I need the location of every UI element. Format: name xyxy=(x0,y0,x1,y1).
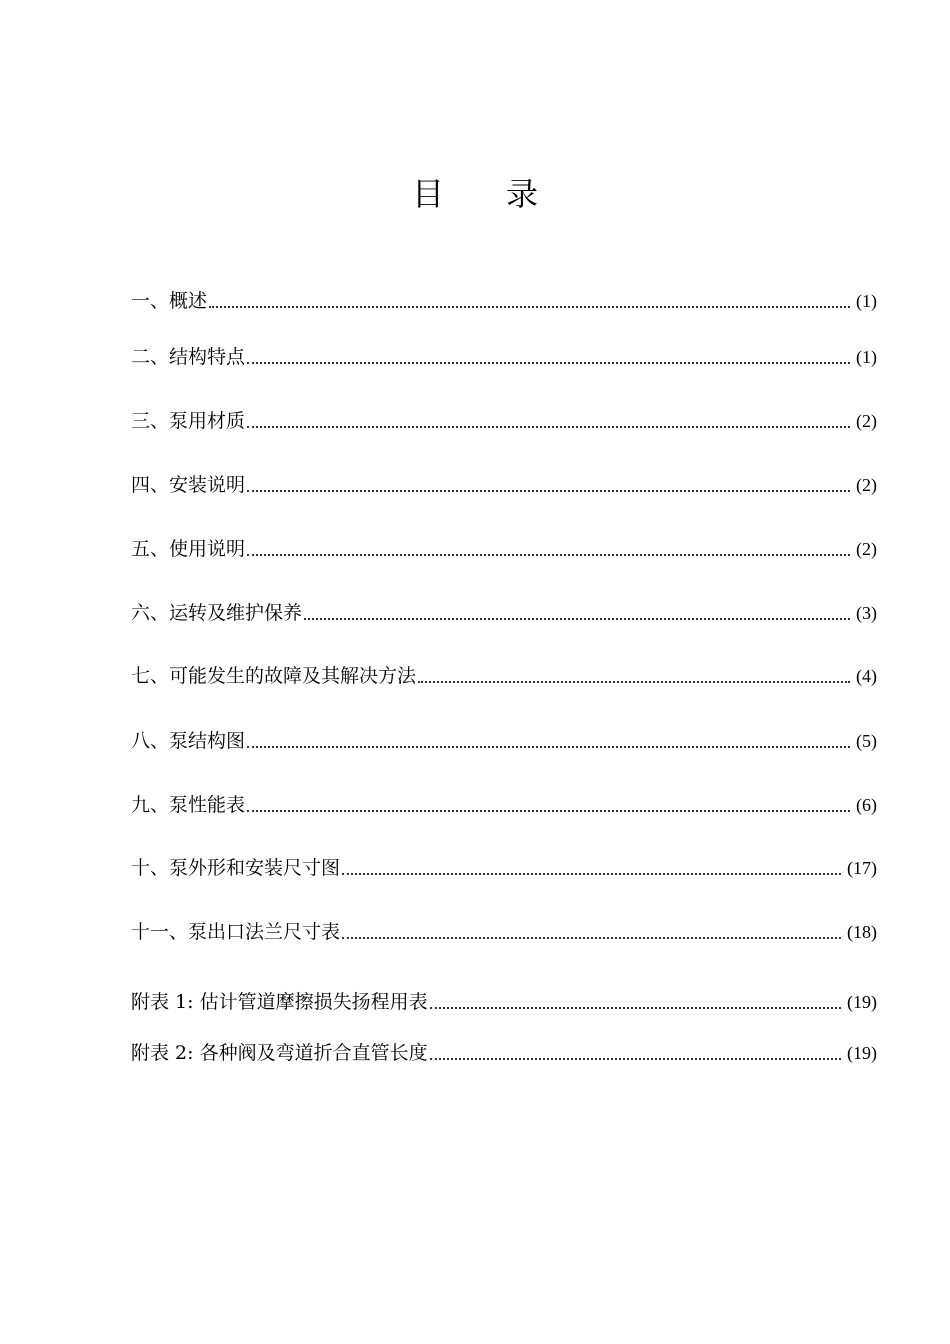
toc-entry-page: (1) xyxy=(856,347,877,367)
toc-entry-label: 七、可能发生的故障及其解决方法 xyxy=(131,665,417,687)
toc-entry-page: (17) xyxy=(847,858,877,878)
toc-entry[interactable] xyxy=(131,787,877,817)
toc-entry[interactable] xyxy=(131,850,877,880)
toc-entry[interactable] xyxy=(131,595,877,625)
toc-entry-page: (2) xyxy=(856,411,877,431)
dot-leader xyxy=(430,1006,841,1009)
toc-entry-label: 十一、泵出口法兰尺寸表 xyxy=(131,921,341,943)
toc-entry-page: (4) xyxy=(856,666,877,686)
toc-entry[interactable] xyxy=(131,531,877,561)
toc-entry[interactable] xyxy=(131,467,877,497)
toc-entry-label: 十、泵外形和安装尺寸图 xyxy=(131,857,341,879)
dot-leader xyxy=(247,489,850,492)
toc-entry-page: (1) xyxy=(856,291,877,311)
toc-entry-label: 附表 2: 各种阀及弯道折合直管长度 xyxy=(131,1042,428,1064)
dot-leader xyxy=(247,553,850,556)
toc-entry-page: (5) xyxy=(856,731,877,751)
toc-entry-label: 六、运转及维护保养 xyxy=(131,602,303,624)
toc-entry-label: 五、使用说明 xyxy=(131,538,246,560)
toc-entry-label: 附表 1: 估计管道摩擦损失扬程用表 xyxy=(131,991,428,1013)
page-title xyxy=(0,172,950,216)
title-char-1: 目 xyxy=(411,175,444,213)
toc-entry[interactable] xyxy=(131,658,877,688)
dot-leader xyxy=(342,872,841,875)
dot-leader xyxy=(247,425,850,428)
dot-leader xyxy=(209,305,850,308)
toc-entry-page: (19) xyxy=(847,1043,877,1063)
toc-entry-page: (18) xyxy=(847,922,877,942)
toc-entry[interactable] xyxy=(131,403,877,433)
toc-entry[interactable] xyxy=(131,914,877,944)
toc-entry-label: 九、泵性能表 xyxy=(131,794,246,816)
toc-entry[interactable] xyxy=(131,984,877,1014)
toc-entry-page: (2) xyxy=(856,475,877,495)
toc-entry-label: 八、泵结构图 xyxy=(131,730,246,752)
toc-entry[interactable] xyxy=(131,339,877,369)
toc-entry[interactable] xyxy=(131,723,877,753)
toc-entry[interactable] xyxy=(131,1035,877,1065)
title-char-2: 录 xyxy=(506,175,539,213)
dot-leader xyxy=(430,1057,841,1060)
toc-entry-page: (6) xyxy=(856,795,877,815)
toc-entry-page: (2) xyxy=(856,539,877,559)
toc-entry[interactable] xyxy=(131,283,877,313)
dot-leader xyxy=(304,617,850,620)
dot-leader xyxy=(247,809,850,812)
toc-entry-page: (3) xyxy=(856,603,877,623)
toc-entry-label: 四、安装说明 xyxy=(131,474,246,496)
toc-entry-label: 二、结构特点 xyxy=(131,346,246,368)
dot-leader xyxy=(247,361,850,364)
dot-leader xyxy=(247,745,850,748)
dot-leader xyxy=(418,680,850,683)
toc-entry-label: 一、概述 xyxy=(131,290,208,312)
toc-entry-page: (19) xyxy=(847,992,877,1012)
toc-entry-label: 三、泵用材质 xyxy=(131,410,246,432)
dot-leader xyxy=(342,936,841,939)
